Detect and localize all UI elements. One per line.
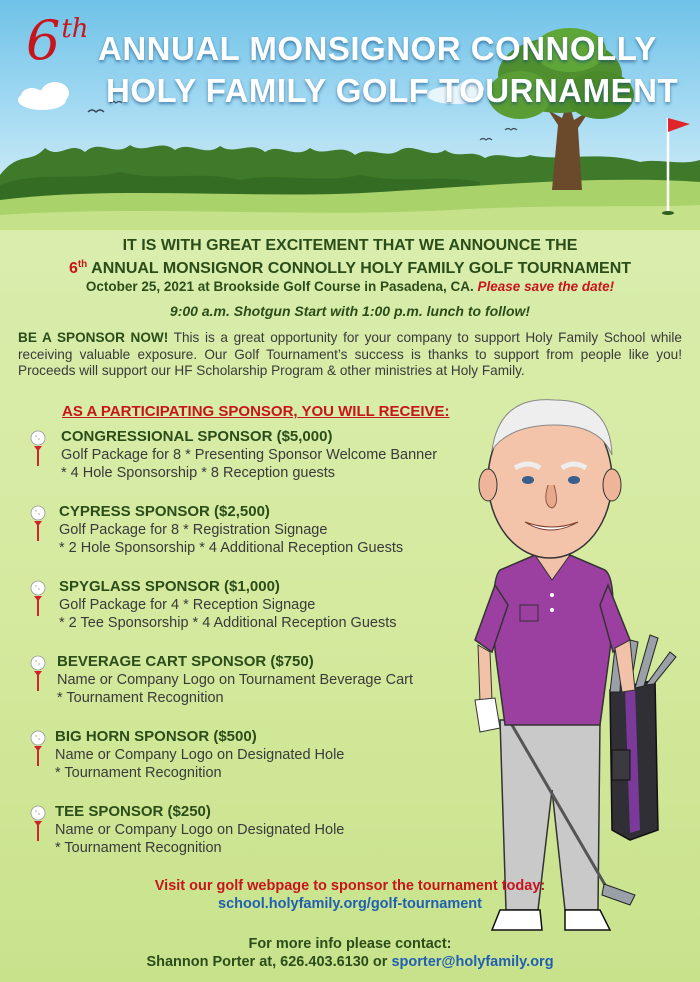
sponsor-benefit-line1: Golf Package for 4 * Reception Signage xyxy=(59,597,316,613)
sponsor-benefit-line2: * 2 Tee Sponsorship * 4 Additional Reception Guests xyxy=(59,615,397,631)
announcement-line1: IT IS WITH GREAT EXCITEMENT THAT WE ANNOUNCE THE xyxy=(122,237,578,254)
sponsor-name: CONGRESSIONAL SPONSOR ($5,000) xyxy=(61,428,333,445)
header-ordinal: 6th xyxy=(26,9,89,72)
sponsor-name: BEVERAGE CART SPONSOR ($750) xyxy=(57,653,314,670)
header-title-line2: HOLY FAMILY GOLF TOURNAMENT xyxy=(106,72,679,109)
sponsor-cta: Visit our golf webpage to sponsor the tournament today: xyxy=(154,878,546,894)
sponsor-name: SPYGLASS SPONSOR ($1,000) xyxy=(59,578,280,595)
golf-ball-on-tee-icon xyxy=(30,655,46,695)
sponsor-benefit-line1: Name or Company Logo on Designated Hole xyxy=(55,747,345,763)
announcement-line2: 6th ANNUAL MONSIGNOR CONNOLLY HOLY FAMILY GOLF TOURNAMENT xyxy=(68,259,632,277)
bird-icon xyxy=(480,139,492,141)
golf-ball-on-tee-icon xyxy=(30,430,46,470)
save-the-date: Please save the date! xyxy=(477,279,615,294)
intro-lead: BE A SPONSOR NOW! xyxy=(18,330,169,345)
sponsor-benefit-line2: * Tournament Recognition xyxy=(55,765,222,781)
golf-ball-on-tee-icon xyxy=(30,805,46,845)
contact-heading: For more info please contact: xyxy=(248,936,452,952)
contact-email-link[interactable]: sporter@holyfamily.org xyxy=(391,954,554,970)
bird-icon xyxy=(88,110,104,112)
golfer-head xyxy=(479,400,621,558)
header-title-line1: ANNUAL MONSIGNOR CONNOLLY xyxy=(98,30,657,67)
golf-ball-on-tee-icon xyxy=(30,580,46,620)
golfer-glove xyxy=(475,698,500,732)
announcement-date-location: October 25, 2021 at Brookside Golf Course in Pasadena, CA. Please save the date! xyxy=(85,279,615,294)
sponsor-benefit-line1: Name or Company Logo on Tournament Beverage Cart xyxy=(57,672,413,688)
sponsor-benefit-line1: Name or Company Logo on Designated Hole xyxy=(55,822,345,838)
header-ordinal-suffix: th xyxy=(61,14,89,44)
intro-paragraph: BE A SPONSOR NOW! This is a great opportunity for your company to support Holy Family School while receiving valuable exposure. Our Golf Tournament’s success is thanks to support from people like you! Proceeds will support our HF Scholarship Program & other ministries at Holy Family. xyxy=(18,330,682,378)
bird-icon xyxy=(505,129,517,131)
golf-ball-on-tee-icon xyxy=(30,730,46,770)
sponsor-benefit-line2: * Tournament Recognition xyxy=(55,840,222,856)
announcement-schedule: 9:00 a.m. Shotgun Start with 1:00 p.m. lunch to follow! xyxy=(169,303,531,319)
shirt-button xyxy=(550,593,554,597)
golfer-shirt xyxy=(493,555,613,725)
sponsor-benefit-line1: Golf Package for 8 * Presenting Sponsor Welcome Banner xyxy=(61,447,438,463)
contact-line: Shannon Porter at, 626.403.6130 or sporter@holyfamily.org xyxy=(146,954,554,970)
golf-webpage-link[interactable]: school.holyfamily.org/golf-tournament xyxy=(218,896,482,912)
sponsor-benefit-line2: * 4 Hole Sponsorship * 8 Reception guests xyxy=(61,465,336,481)
sponsor-benefit-line2: * 2 Hole Sponsorship * 4 Additional Reception Guests xyxy=(59,540,404,556)
sponsor-name: TEE SPONSOR ($250) xyxy=(55,803,211,820)
shirt-button xyxy=(550,608,554,612)
sponsor-name: CYPRESS SPONSOR ($2,500) xyxy=(59,503,270,520)
golfer-shoe xyxy=(492,910,542,930)
sponsor-name: BIG HORN SPONSOR ($500) xyxy=(55,728,257,745)
sponsor-benefit-line1: Golf Package for 8 * Registration Signage xyxy=(59,522,328,538)
sponsor-benefit-line2: * Tournament Recognition xyxy=(57,690,224,706)
golfer-arm xyxy=(478,645,492,702)
golf-ball-on-tee-icon xyxy=(30,505,46,545)
golfer-shoe xyxy=(565,910,610,930)
benefits-heading: AS A PARTICIPATING SPONSOR, YOU WILL RECEIVE: xyxy=(62,403,450,420)
cloud-icon xyxy=(18,82,69,110)
golfer-caricature-illustration xyxy=(470,390,690,950)
